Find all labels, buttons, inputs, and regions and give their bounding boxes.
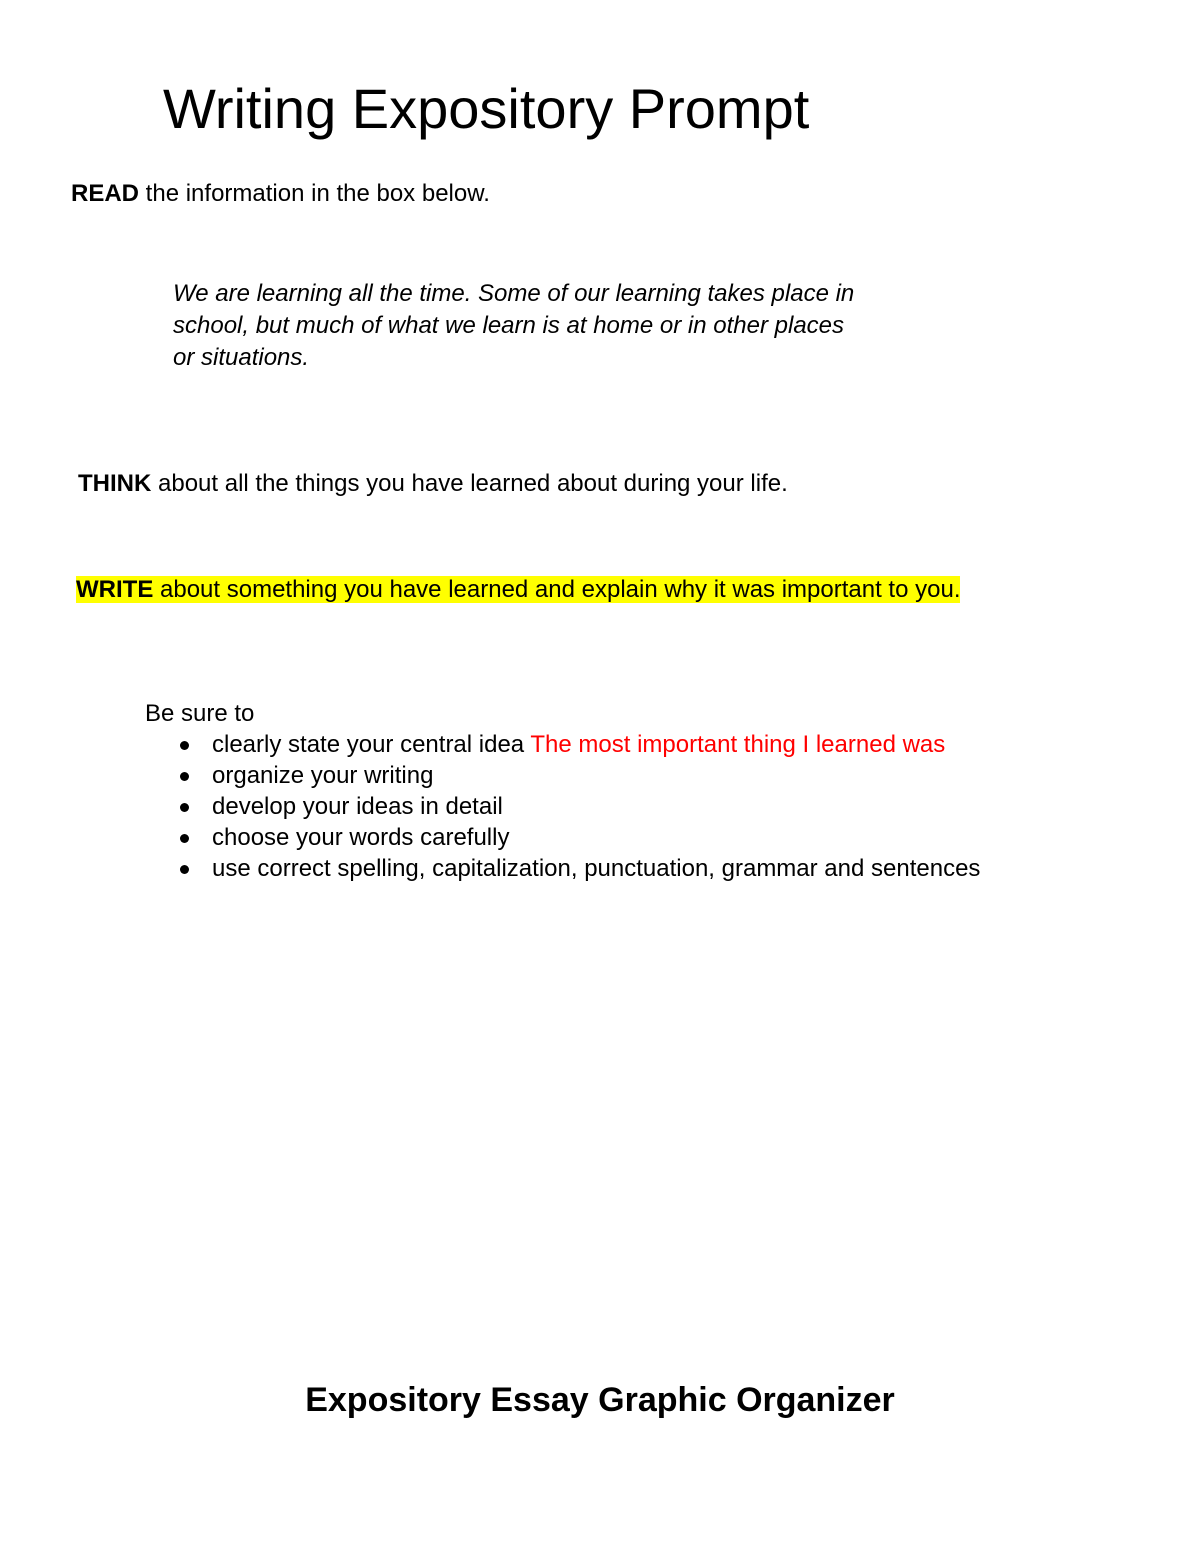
- write-text: about something you have learned and explain why it was important to you.: [153, 576, 961, 603]
- list-item: [178, 853, 980, 884]
- read-instruction: [71, 178, 490, 210]
- list-item: [178, 729, 980, 760]
- write-highlight: [76, 576, 960, 603]
- write-instruction: [76, 574, 1046, 606]
- passage-line: school, but much of what we learn is at home or in other places: [173, 312, 845, 339]
- write-keyword: WRITE: [76, 576, 154, 603]
- read-text: the information in the box below.: [139, 180, 490, 207]
- bullet-icon: [180, 834, 189, 843]
- page-title: Writing Expository Prompt: [163, 77, 810, 140]
- bullet-icon: [180, 772, 189, 781]
- passage-line: We are learning all the time. Some of our learning takes place in: [173, 280, 855, 307]
- section-title: Expository Essay Graphic Organizer: [305, 1381, 895, 1419]
- list-item: [178, 791, 980, 822]
- list-item-text: use correct spelling, capitalization, punctuation, grammar and sentences: [212, 855, 981, 882]
- think-keyword: THINK: [78, 470, 152, 497]
- read-keyword: READ: [71, 180, 140, 207]
- sentence-starter-note: The most important thing I learned was: [530, 731, 946, 758]
- list-item: [178, 822, 980, 853]
- list-item-text: choose your words carefully: [212, 824, 510, 851]
- list-item-text: clearly state your central idea: [212, 731, 531, 758]
- bullet-icon: [180, 803, 189, 812]
- think-instruction: [78, 468, 788, 500]
- list-item-text: develop your ideas in detail: [212, 793, 503, 820]
- think-text: about all the things you have learned about during your life.: [151, 470, 788, 497]
- bullet-icon: [180, 741, 189, 750]
- writing-checklist: [178, 729, 980, 884]
- list-item: [178, 760, 980, 791]
- bullet-icon: [180, 865, 189, 874]
- reading-passage: [173, 278, 973, 374]
- be-sure-intro: Be sure to: [145, 700, 255, 727]
- passage-line: or situations.: [173, 344, 310, 371]
- list-item-text: organize your writing: [212, 762, 434, 789]
